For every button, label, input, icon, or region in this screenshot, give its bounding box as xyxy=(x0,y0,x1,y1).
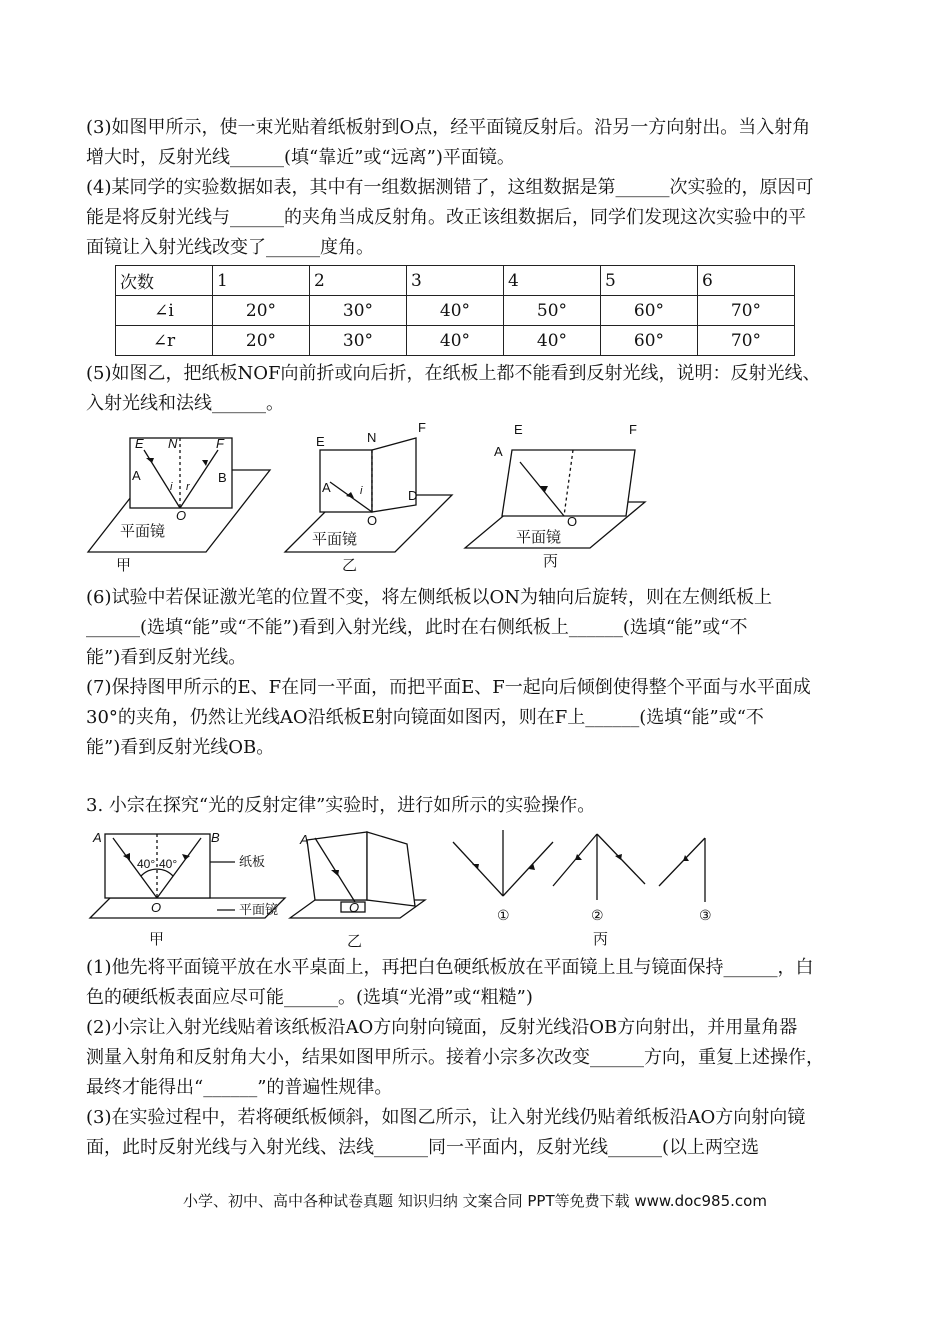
label-n: N xyxy=(367,430,377,445)
table-cell: 60° xyxy=(601,296,698,326)
label-f: F xyxy=(629,422,637,437)
table-cell: 50° xyxy=(504,296,601,326)
label-d: D xyxy=(408,488,418,503)
table-row xyxy=(116,296,795,326)
table-cell: 30° xyxy=(310,326,407,356)
table-cell: ∠i xyxy=(116,296,213,326)
caption-bing: 丙 xyxy=(543,553,559,570)
mirror-label: 平面镜 xyxy=(516,529,562,546)
table-cell: 6 xyxy=(698,266,795,296)
table-row xyxy=(116,326,795,356)
table-cell: 60° xyxy=(601,326,698,356)
caption-bing: 丙 xyxy=(593,931,609,948)
caption-jia: 甲 xyxy=(116,557,132,574)
table-cell: 2 xyxy=(310,266,407,296)
caption-yi: 乙 xyxy=(342,557,358,574)
label-r: r xyxy=(186,481,190,493)
label-n: N xyxy=(168,436,178,451)
label-a: A xyxy=(322,480,331,495)
q2-part3-line2: 增大时，反射光线______(填“靠近”或“远离”)平面镜。 xyxy=(86,147,515,168)
table-cell: 40° xyxy=(407,296,504,326)
q3-part3-line1: (3)在实验过程中，若将硬纸板倾斜，如图乙所示，让入射光线仍贴着纸板沿AO方向射向镜 xyxy=(86,1107,806,1128)
label-a: A xyxy=(494,444,503,459)
q3-part3-line2: 面，此时反射光线与入射光线、法线______同一平面内，反射光线______(以上两空选 xyxy=(86,1137,760,1158)
table-cell: 次数 xyxy=(116,266,213,296)
mirror-label: 平面镜 xyxy=(120,523,166,540)
label-f: F xyxy=(418,420,426,435)
label-o: O xyxy=(349,900,360,915)
q2-part4-line1: (4)某同学的实验数据如表，其中有一组数据测错了，这组数据是第______次实验的，原因可 xyxy=(86,177,814,198)
label-o: O xyxy=(176,508,187,523)
label-o: O xyxy=(151,900,162,915)
angle-label: 40° xyxy=(137,857,156,871)
q3-part2-line1: (2)小宗让入射光线贴着该纸板沿AO方向射向镜面，反射光线沿OB方向射出，并用量角器 xyxy=(86,1017,798,1038)
label-2: ② xyxy=(591,907,604,923)
q2-part6-line1: (6)试验中若保证激光笔的位置不变，将左侧纸板以ON为轴向后旋转，则在左侧纸板上 xyxy=(86,587,773,608)
mirror-label: 平面镜 xyxy=(312,531,358,548)
label-e: E xyxy=(316,434,325,449)
angle-label: 40° xyxy=(159,857,178,871)
table-cell: 20° xyxy=(213,296,310,326)
label-i: i xyxy=(360,485,363,497)
q2-part4-line3: 面镜让入射光线改变了______度角。 xyxy=(86,237,374,258)
table-header-row xyxy=(116,266,795,296)
label-a: A xyxy=(93,830,102,845)
q2-part5-line1: (5)如图乙，把纸板NOF向前折或向后折，在纸板上都不能看到反射光线，说明：反射光线、 xyxy=(86,363,821,384)
q2-part7-line1: (7)保持图甲所示的E、F在同一平面，而把平面E、F一起向后倾倒使得整个平面与水平面成 xyxy=(86,677,811,698)
q3-title: 3. 小宗在探究“光的反射定律”实验时，进行如所示的实验操作。 xyxy=(86,795,596,816)
label-b: B xyxy=(211,830,220,845)
q2-part3-line1: (3)如图甲所示，使一束光贴着纸板射到O点，经平面镜反射后。沿另一方向射出。当入射角 xyxy=(86,117,811,138)
table-cell: 70° xyxy=(698,326,795,356)
label-a: A xyxy=(300,832,309,847)
table-cell: 3 xyxy=(407,266,504,296)
figure-1-diagrams xyxy=(80,420,680,580)
q3-part2-line2: 测量入射角和反射角大小，结果如图甲所示。接着小宗多次改变______方向，重复上述操作， xyxy=(86,1047,824,1068)
caption-yi: 乙 xyxy=(347,933,363,950)
table-cell: 70° xyxy=(698,296,795,326)
label-i: i xyxy=(170,481,173,493)
q2-part5-line2: 入射光线和法线______。 xyxy=(86,393,284,414)
label-f: F xyxy=(216,436,224,451)
q2-part6-line3: 能”)看到反射光线。 xyxy=(86,647,247,668)
table-cell: 20° xyxy=(213,326,310,356)
q3-part1-line2: 色的硬纸板表面应尽可能______。(选填“光滑”或“粗糙”) xyxy=(86,987,533,1008)
label-1: ① xyxy=(497,907,510,923)
table-cell: ∠r xyxy=(116,326,213,356)
label-e: E xyxy=(514,422,523,437)
mirror-label: 平面镜 xyxy=(239,902,279,917)
label-e: E xyxy=(135,436,144,451)
caption-jia: 甲 xyxy=(149,931,165,948)
q2-part7-line3: 能”)看到反射光线OB。 xyxy=(86,737,275,758)
table-cell: 30° xyxy=(310,296,407,326)
table-cell: 40° xyxy=(407,326,504,356)
label-o: O xyxy=(567,514,578,529)
label-3: ③ xyxy=(699,907,712,923)
board-label: 纸板 xyxy=(239,854,266,869)
q2-part7-line2: 30°的夹角，仍然让光线AO沿纸板E射向镜面如图丙，则在F上______(选填“能”或“不 xyxy=(86,707,764,728)
table-cell: 4 xyxy=(504,266,601,296)
table-cell: 5 xyxy=(601,266,698,296)
label-o: O xyxy=(367,513,378,528)
page-footer: 小学、初中、高中各种试卷真题 知识归纳 文案合同 PPT等免费下载 www.doc985.com xyxy=(183,1192,767,1210)
q3-part2-line3: 最终才能得出“______”的普遍性规律。 xyxy=(86,1077,393,1098)
label-b: B xyxy=(218,470,227,485)
q2-part4-line2: 能是将反射光线与______的夹角当成反射角。改正该组数据后，同学们发现这次实验中的平 xyxy=(86,207,806,228)
table-cell: 1 xyxy=(213,266,310,296)
figure-2-diagrams xyxy=(85,826,735,952)
label-a: A xyxy=(132,468,141,483)
q3-part1-line1: (1)他先将平面镜平放在水平桌面上，再把白色硬纸板放在平面镜上且与镜面保持______，白 xyxy=(86,957,814,978)
q2-part6-line2: ______(选填“能”或“不能”)看到入射光线，此时在右侧纸板上______(选填“能”或“不 xyxy=(86,617,748,638)
table-cell: 40° xyxy=(504,326,601,356)
data-table xyxy=(115,265,795,356)
